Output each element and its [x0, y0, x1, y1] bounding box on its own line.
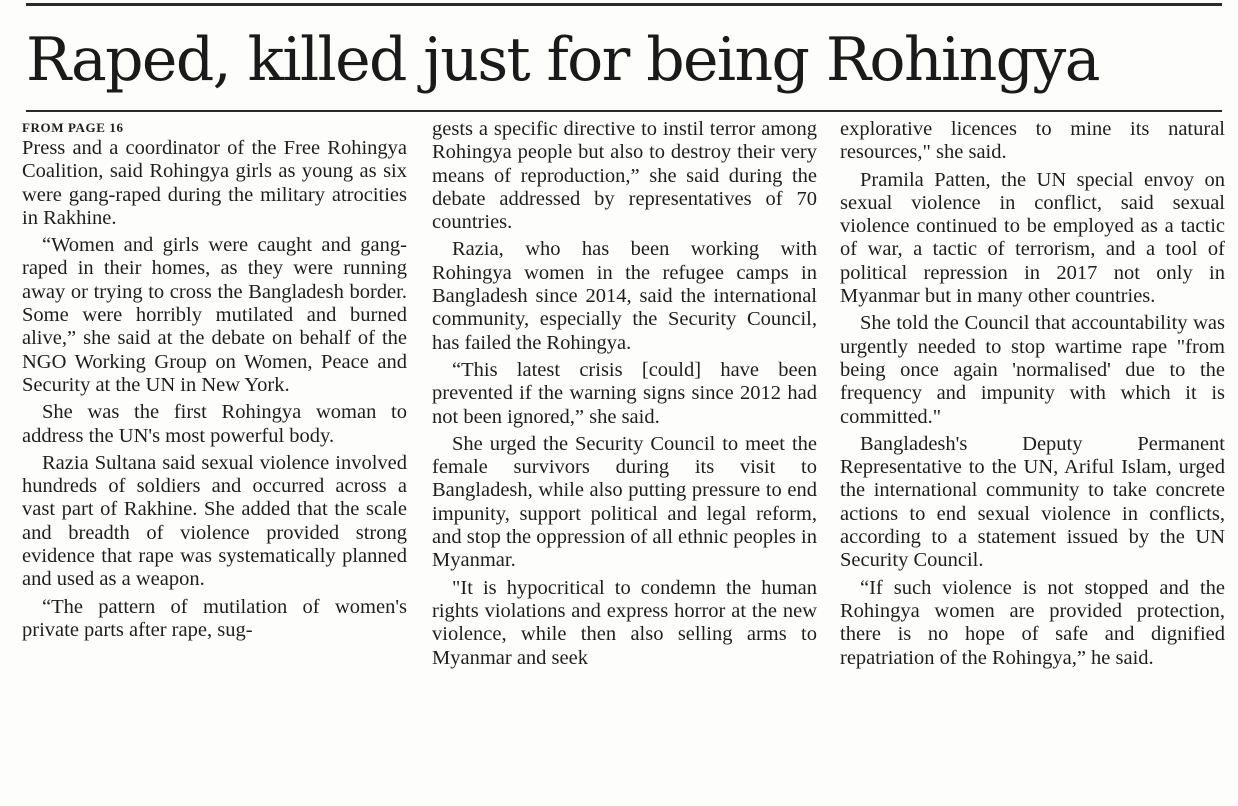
paragraph: She was the first Rohingya woman to address the UN's most powerful body. — [22, 401, 407, 447]
article-column-1 — [22, 118, 407, 806]
paragraph: “Women and girls were caught and gang-raped in their homes, as they were running away or trying to cross the Bangladesh border. Some were horribly mutilated and burned alive,” she said at the debate on behalf of the NGO Working Group on Women, Peace and Security at the UN in New York. — [22, 234, 407, 396]
headline-rule — [26, 110, 1222, 112]
paragraph: She urged the Security Council to meet the female survivors during its visit to Bangladesh, while also putting pressure to end impunity, support political and legal reform, and stop the oppression of all ethnic peoples in Myanmar. — [432, 432, 817, 572]
paragraph: Bangladesh's Deputy Permanent Representative to the UN, Ariful Islam, urged the international community to take concrete actions to end sexual violence in conflicts, according to a statement issued by the UN Security Council. — [840, 432, 1225, 572]
paragraph: Press and a coordinator of the Free Rohingya Coalition, said Rohingya girls as young as six were gang-raped during the military atrocities in Rakhine. — [22, 137, 407, 229]
headline: Raped, killed just for being Rohingya — [26, 25, 1099, 95]
paragraph: “This latest crisis [could] have been prevented if the warning signs since 2012 had not been ignored,” she said. — [432, 358, 817, 428]
paragraph: She told the Council that accountability was urgently needed to stop wartime rape "from being once again 'normalised' due to the frequency and impunity with which it is committed." — [840, 312, 1225, 428]
paragraph: Pramila Patten, the UN special envoy on sexual violence in conflict, said sexual violence continued to be employed as a tactic of war, a tactic of terrorism, and a tool of political repression in 2017 not only in Myanmar but in many other countries. — [840, 168, 1225, 308]
paragraph: gests a specific directive to instil terror among Rohingya people but also to destroy their very means of reproduction,” she said during the debate addressed by representatives of 70 countries. — [432, 118, 817, 234]
paragraph: Razia, who has been working with Rohingya women in the refugee camps in Bangladesh since 2014, said the international community, especially the Security Council, has failed the Rohingya. — [432, 238, 817, 354]
continuation-kicker: FROM PAGE 16 — [22, 120, 124, 135]
top-rule — [26, 3, 1222, 6]
paragraph: Razia Sultana said sexual violence involved hundreds of soldiers and occurred across a vast part of Rakhine. She added that the scale and breadth of violence provided strong evidence that rape was systematically planned and used as a weapon. — [22, 451, 407, 591]
paragraph: “If such violence is not stopped and the Rohingya women are provided protection, there is no hope of safe and dignified repatriation of the Rohingya,” he said. — [840, 576, 1225, 669]
paragraph: "It is hypocritical to condemn the human rights violations and express horror at the new violence, while then also selling arms to Myanmar and seek — [432, 576, 817, 669]
article-column-2 — [432, 118, 817, 806]
paragraph: explorative licences to mine its natural resources," she said. — [840, 118, 1225, 164]
article-column-3 — [840, 118, 1225, 806]
paragraph: “The pattern of mutilation of women's private parts after rape, sug- — [22, 595, 407, 641]
